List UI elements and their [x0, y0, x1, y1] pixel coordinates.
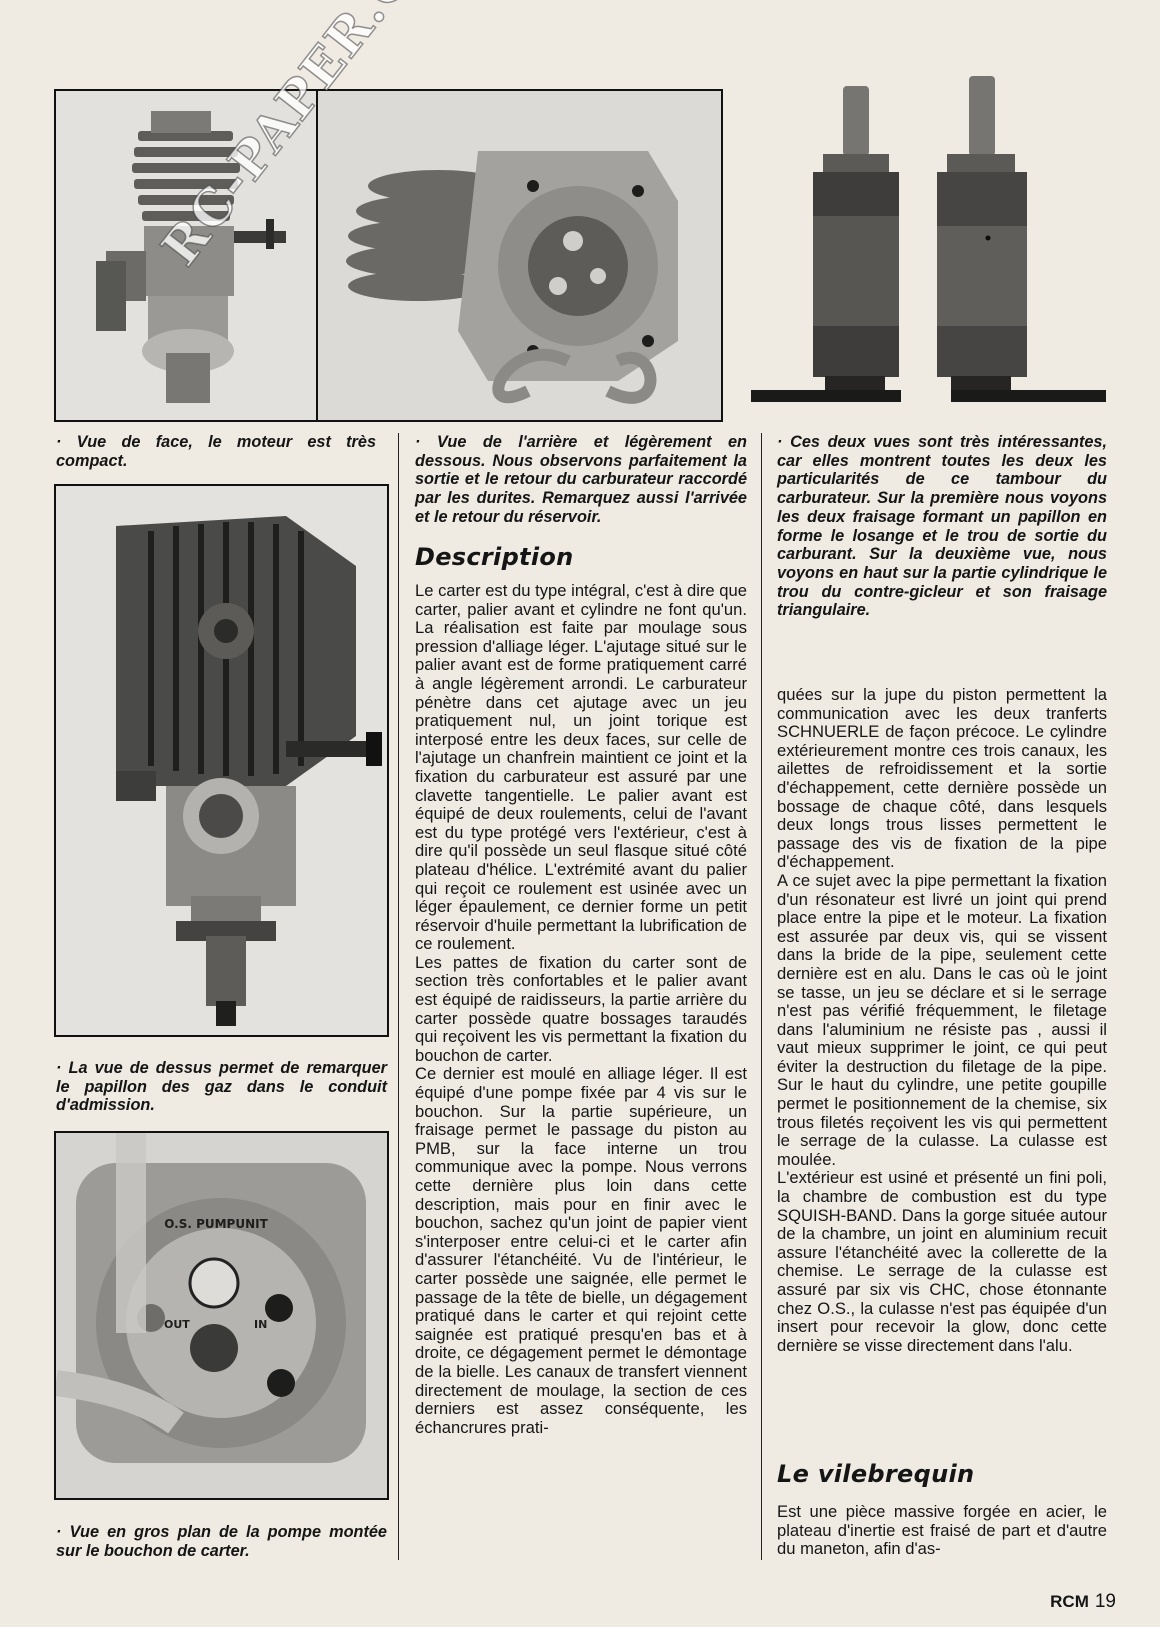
caption-pump: · Vue en gros plan de la pompe montée sur le bouchon de carter.	[56, 1523, 387, 1560]
magazine-name: RCM	[1050, 1592, 1089, 1611]
paragraph: Ce dernier est moulé en alliage léger. Il est équipé d'une pompe fixée par 4 vis sur le bouchon. Sur la partie supérieure, un fraisage permet le passage du piston au PMB, sur la face interne un trou communique avec la pompe. Nous verrons cette dernière plus loin dans cette description, mais pour en finir avec le bouchon, sachez qu'un joint de papier vient s'interposer entre celui-ci et le carter afin d'assurer l'étanchéité. Vu de l'intérieur, le carter possède une saignée, elle permet le passage de la tête de bielle, un dégagement pratiqué dans le carter et qui rejoint cette saignée est pratiqué presqu'en bas et à droite, ce dégagement permet le démontage de la bielle. Les canaux de transfert viennent directement de moulage, la section de ces derniers est assez conséquente, les échancrures prati-	[415, 1064, 747, 1437]
caption-carb-drums: · Ces deux vues sont très intéressantes, car elles montrent toutes les deux les particularités de ce tambour du carburateur. Sur la première nous voyons les deux fraisage formant un papillon en forme le losange et le trou de sortie du carburant. Sur la deuxième vue, nous voyons en haut sur la partie cylindrique le trou du contre-gicleur et son fraisage triangulaire.	[777, 433, 1107, 620]
paragraph: Est une pièce massive forgée en acier, le plateau d'inertie est fraisé de part et d'autre du maneton, afin d'as-	[777, 1502, 1107, 1559]
body-right-column	[777, 686, 1107, 1355]
pump-in-label: IN	[254, 1318, 268, 1331]
heading-crankshaft: Le vilebrequin	[777, 1460, 975, 1488]
paragraph: A ce sujet avec la pipe permettant la fixation d'un résonateur est livré un joint qui prend place entre la pipe et le moteur. La fixation est assurée par deux vis, qui se vissent dans la bride de la pipe, seulement cette dernière est en alu. Dans le cas où le joint se tasse, un jeu se déclare et si le serrage n'est pas vérifié fréquemment, le filetage dans l'aluminium ne résiste pas , aussi il vaut mieux supprimer le joint, ce qui peut éviter la destruction du filetage de la pipe. Sur le haut du cylindre, une petite goupille permet le positionnement de la chemise, six trous filetés reçoivent les vis qui permettent le serrage de la culasse. La culasse est moulée.	[777, 870, 1107, 1169]
pump-out-label: OUT	[164, 1318, 190, 1331]
page-folio	[1050, 1591, 1116, 1613]
paragraph: Les pattes de fixation du carter sont de section très confortables et le palier avant est équipé de raidisseurs, la partie arrière du carter possède quatre bossages taraudés qui reçoivent les vis permettant la fixation du bouchon de carter.	[415, 952, 747, 1065]
column-rule-left	[398, 433, 399, 1560]
body-crankshaft	[777, 1503, 1107, 1559]
paragraph: L'extérieur est usiné et présenté un fini poli, la chambre de combustion est du type SQUISH-BAND. Dans la gorge située autour de la chambre, un joint en aluminium recuit assure l'étanchéité avec la collerette de la chemise. Le serrage de la culasse est assuré par six vis CHC, chose étonnante chez O.S., la culasse n'est pas équipée d'un insert pour recevoir la glow, donc cette dernière se visse directement dans l'alu.	[777, 1168, 1107, 1355]
pump-unit-label: O.S. PUMPUNIT	[164, 1217, 268, 1231]
paragraph: quées sur la jupe du piston permettent la communication avec les deux tranferts SCHNUERLE de façon précoce. Le cylindre extérieurement montre ces trois canaux, les ailettes de refroidissement et la sortie d'échappement, cette dernière possède un bossage de chaque côté, dans lesquels deux longs trous lisses permettent le passage des vis de fixation de la pipe d'échappement.	[777, 685, 1107, 872]
photo-pump	[54, 1131, 389, 1500]
paragraph: Le carter est du type intégral, c'est à dire que carter, palier avant et cylindre ne font qu'un. La réalisation est faite par moulage sous pression d'alliage léger. L'ajutage situé sur le palier avant est de forme pratiquement carré à angle légèrement arrondi. Le carburateur pénètre dans cet ajutage avec un jeu pratiquement nul, un joint torique est interposé entre les deux faces, sur celle de l'ajutage un chanfrein maintient ce joint et la fixation du carburateur est assuré par une clavette tangentielle. Le palier avant est équipé de deux roulements, celui de l'avant est du type protégé vers l'extérieur, c'est à dire qu'il possède un seul flasque situé côté plateau d'hélice. L'extrémité avant du palier qui reçoit ce roulement est usinée avec un léger épaulement, ce dernier forme un petit réservoir d'huile permettant la lubrification de ce roulement.	[415, 581, 747, 954]
photo-top-view	[54, 484, 389, 1037]
caption-rear-view: · Vue de l'arrière et légèrement en dessous. Nous observons parfaitement la sortie et le retour du carburateur raccordé par les durites. Remarquez aussi l'arrivée et le retour du réservoir.	[415, 433, 747, 526]
column-rule-right	[761, 433, 762, 1560]
photo-front-view	[54, 89, 320, 422]
caption-front-view: · Vue de face, le moteur est très compact.	[56, 433, 376, 470]
heading-description: Description	[415, 543, 574, 571]
photo-rear-view	[316, 89, 723, 422]
body-middle-column	[415, 582, 747, 1437]
photo-carb-drums	[751, 76, 1106, 416]
caption-top-view: · La vue de dessus permet de remarquer le papillon des gaz dans le conduit d'admission.	[56, 1059, 387, 1115]
page-number: 19	[1094, 1591, 1116, 1612]
